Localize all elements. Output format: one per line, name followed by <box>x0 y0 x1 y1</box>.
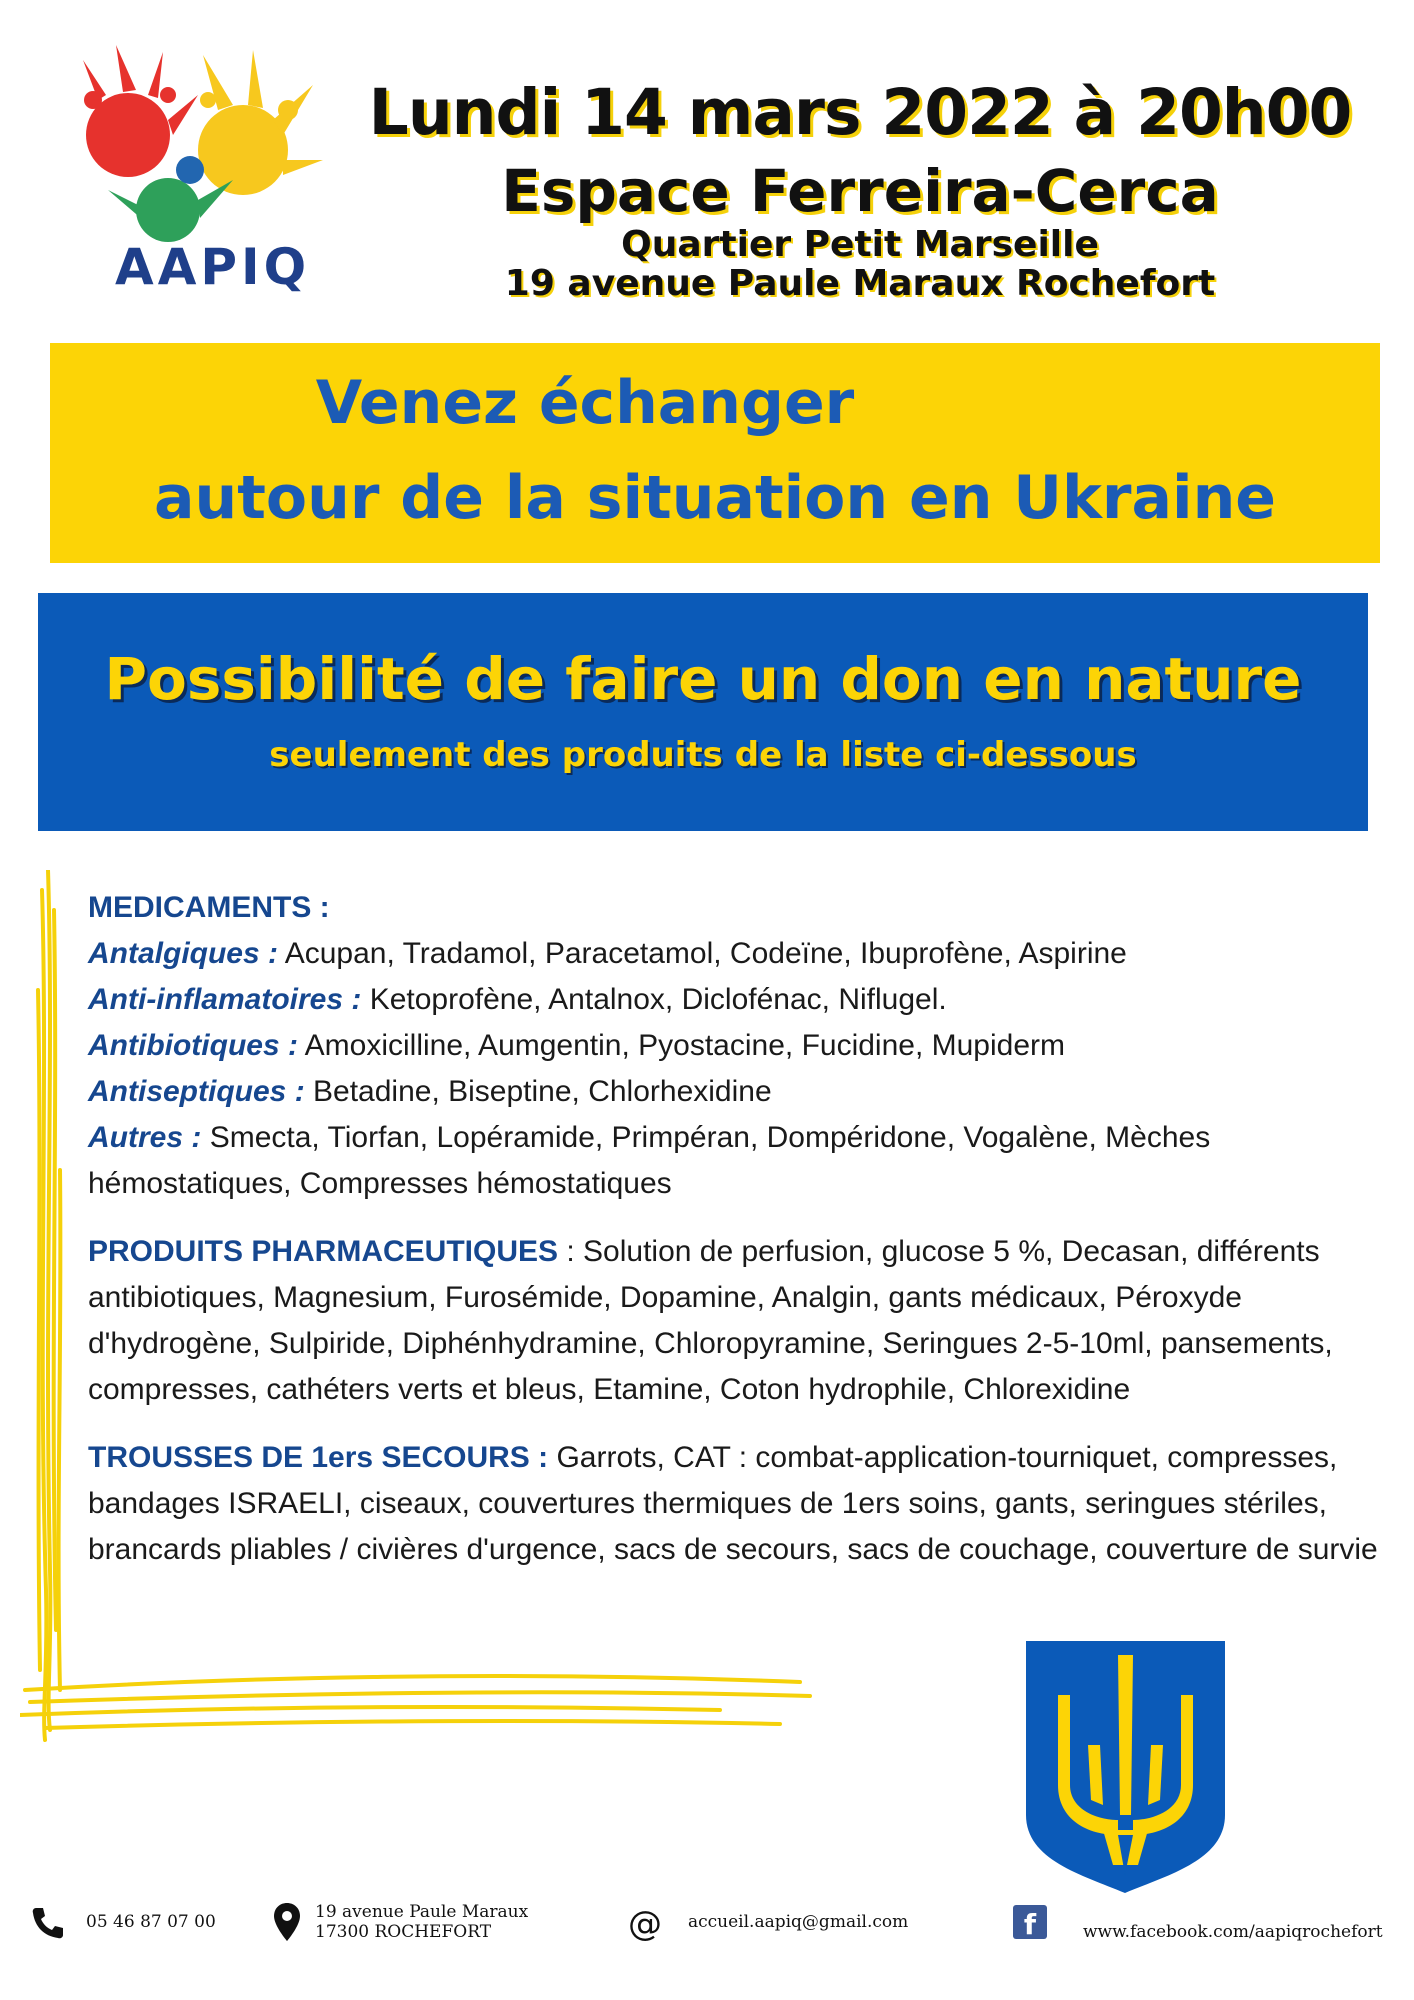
medicaments-heading: MEDICAMENTS : <box>88 891 330 924</box>
footer-address-line1: 19 avenue Paule Maraux <box>315 1902 529 1922</box>
list-item <box>88 931 1378 977</box>
medicaments-section <box>88 885 1378 1207</box>
ukraine-coat-of-arms-icon <box>1018 1635 1233 1895</box>
list-item <box>88 977 1378 1023</box>
event-venue: Espace Ferreira-Cerca <box>501 157 1219 225</box>
event-address: 19 avenue Paule Maraux Rochefort <box>504 263 1216 304</box>
list-item <box>88 1115 1378 1207</box>
yellow-banner-line1: Venez échanger <box>315 368 855 438</box>
event-date: Lundi 14 mars 2022 à 20h00 <box>368 76 1352 149</box>
trousses-heading: TROUSSES DE 1ers SECOURS : <box>88 1441 549 1474</box>
list-item <box>88 1023 1378 1069</box>
trousses-section <box>88 1435 1378 1573</box>
donation-subtitle: seulement des produits de la liste ci-dessous <box>269 735 1137 775</box>
donation-list <box>88 885 1378 1595</box>
item-text: Betadine, Biseptine, Chlorhexidine <box>304 1075 772 1108</box>
footer-phone: 05 46 87 07 00 <box>86 1912 216 1932</box>
list-item <box>88 1069 1378 1115</box>
blue-drop <box>176 156 204 184</box>
yellow-banner-line2: autour de la situation en Ukraine <box>154 463 1276 533</box>
yellow-banner <box>50 343 1380 563</box>
footer-address-line2: 17300 ROCHEFORT <box>315 1922 492 1942</box>
trousses-text: Garrots, CAT : combat-application-tourniquet, compresses, bandages ISRAELI, ciseaux, couvertures thermiques de 1ers soins, gants, seringues stériles, brancards pliables / civières d'urgence, sacs de secours, sacs de couchage, couverture de survie <box>88 1441 1378 1566</box>
yellow-hand-splash <box>198 50 323 195</box>
email-at-icon: @ <box>628 1904 662 1944</box>
location-pin-icon <box>272 1902 302 1942</box>
event-quarter: Quartier Petit Marseille <box>621 224 1099 265</box>
blue-banner <box>38 593 1368 831</box>
green-hand-splash <box>108 178 233 242</box>
footer-email: accueil.aapiq@gmail.com <box>688 1912 909 1932</box>
item-label: Autres : <box>88 1121 202 1154</box>
pharma-heading: PRODUITS PHARMACEUTIQUES <box>88 1235 559 1268</box>
pharma-section <box>88 1229 1378 1413</box>
item-label: Antiseptiques : <box>88 1075 305 1108</box>
phone-icon <box>30 1905 66 1941</box>
item-text: Amoxicilline, Aumgentin, Pyostacine, Fucidine, Mupiderm <box>297 1029 1066 1062</box>
pharma-text: : Solution de perfusion, glucose 5 %, Decasan, différents antibiotiques, Magnesium, Furosémide, Dopamine, Analgin, gants médicaux, Péroxyde d'hydrogène, Sulpiride, Diphénhydramine, Chloropyramine, Seringues 2-5-10ml, pansements, compresses, cathéters verts et bleus, Etamine, Coton hydrophile, Chlorexidine <box>88 1235 1333 1406</box>
item-text: Smecta, Tiorfan, Lopéramide, Primpéran, Dompéridone, Vogalène, Mèches hémostatiques, Compresses hémostatiques <box>88 1121 1211 1200</box>
red-hand-splash <box>83 45 198 177</box>
item-label: Antalgiques : <box>88 937 279 970</box>
logo-text: AAPIQ <box>115 238 311 296</box>
item-text: Ketoprofène, Antalnox, Diclofénac, Niflugel. <box>361 983 947 1016</box>
item-label: Antibiotiques : <box>88 1029 298 1062</box>
facebook-icon: f <box>1013 1905 1047 1939</box>
item-label: Anti-inflamatoires : <box>88 983 362 1016</box>
item-text: Acupan, Tradamol, Paracetamol, Codeïne, Ibuprofène, Aspirine <box>278 937 1127 970</box>
footer-facebook: www.facebook.com/aapiqrochefort <box>1083 1922 1383 1942</box>
donation-title: Possibilité de faire un don en nature <box>104 645 1302 713</box>
